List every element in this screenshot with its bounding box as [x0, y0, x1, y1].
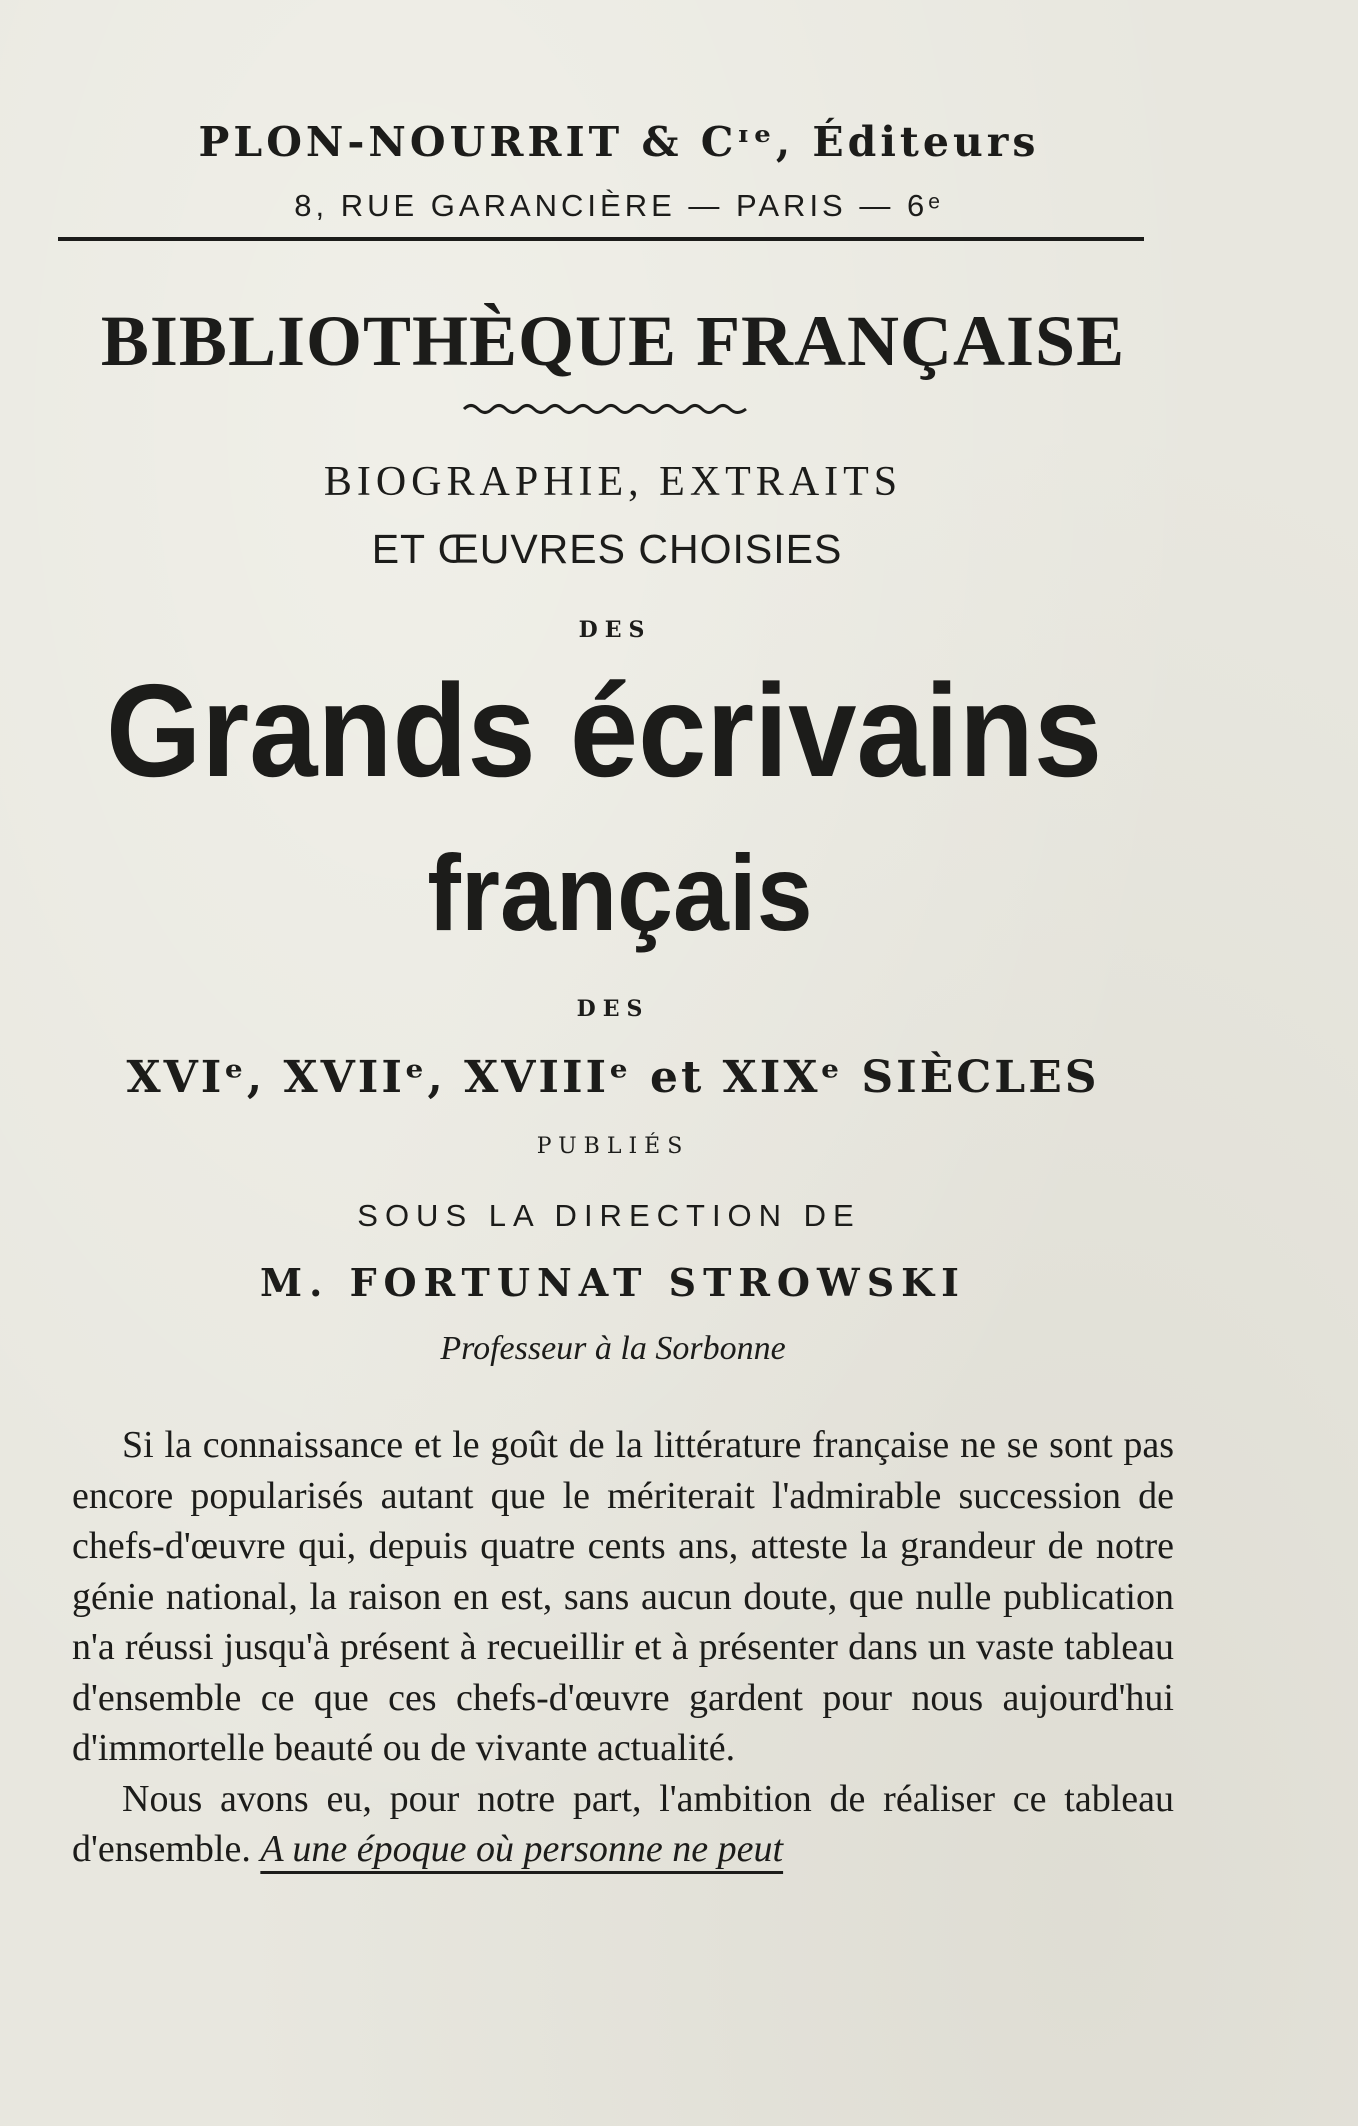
centuries-line: XVIᵉ, XVIIᵉ, XVIIIᵉ et XIXᵉ SIÈCLES [126, 1052, 1100, 1103]
series-title: BIBLIOTHÈQUE FRANÇAISE [100, 301, 1126, 381]
body-text [72, 1420, 1174, 1875]
wavy-ornament [462, 398, 748, 420]
publies-label: PUBLIÉS [536, 1134, 690, 1159]
header-rule [58, 237, 1144, 241]
editor-title: Professeur à la Sorbonne [440, 1330, 786, 1367]
paragraph-2-text: Nous avons eu, pour notre part, l'ambition de réaliser ce tableau d'ensemble. [72, 1777, 1174, 1870]
main-title-line-2: français [427, 832, 813, 953]
publisher-address: 8, RUE GARANCIÈRE — PARIS — 6ᵉ [294, 188, 944, 223]
subtitle-line-2: ET ŒUVRES CHOISIES [371, 526, 843, 572]
des-label-1: DES [578, 617, 652, 643]
paragraph-1: Si la connaissance et le goût de la littérature française ne se sont pas encore popularisés autant que le mériterait l'admirable succession de chefs-d'œuvre qui, depuis quatre cents ans, atteste la grandeur de notre génie national, la raison en est, sans aucun doute, que nulle publication n'a réussi jusqu'à présent à recueillir et à présenter dans un vaste tableau d'ensemble ce que ces chefs-d'œuvre gardent pour nous aujourd'hui d'immortelle beauté ou de vivante actualité. [72, 1424, 1174, 1769]
main-title-line-1: Grands écrivains [105, 657, 1103, 804]
paragraph-2 [72, 1774, 1174, 1875]
direction-label: SOUS LA DIRECTION DE [357, 1198, 861, 1233]
des-label-2: DES [576, 996, 650, 1022]
paragraph-2-underlined-text: A une époque où personne ne peut [260, 1828, 784, 1870]
editor-name: M. FORTUNAT STROWSKI [260, 1260, 966, 1305]
publisher-name: PLON-NOURRIT & Cᶦᵉ, Éditeurs [198, 118, 1040, 166]
subtitle-line-1: BIOGRAPHIE, EXTRAITS [323, 459, 903, 505]
